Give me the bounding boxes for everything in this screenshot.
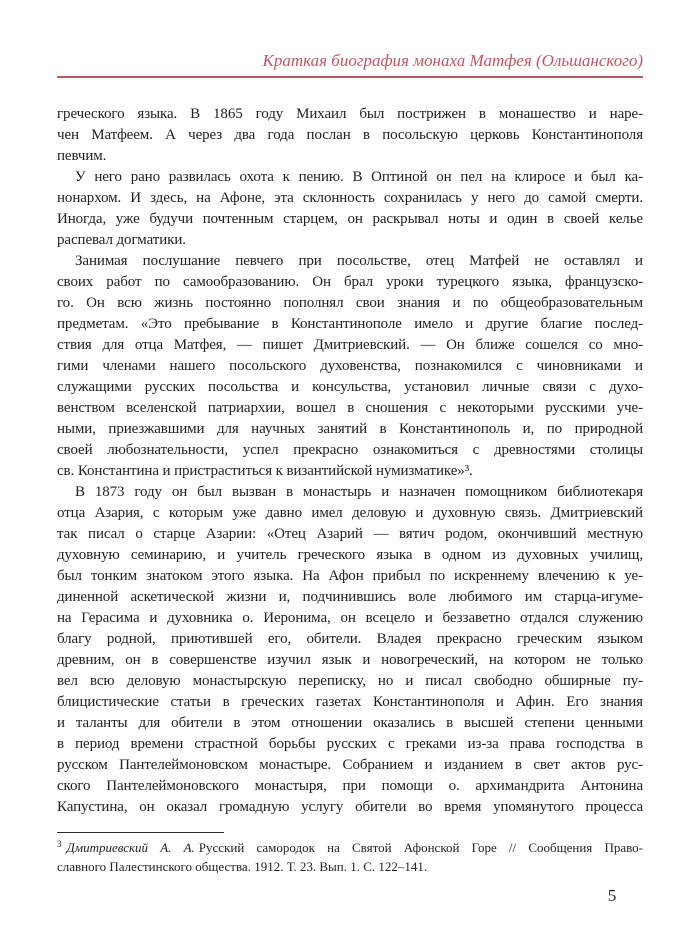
text-line: духовную семинарию, и учитель греческого языка в одном из духовных училищ,	[57, 547, 643, 563]
text-line: го. Он всю жизнь постоянно пополнял свои знания и по общеобразовательным	[57, 295, 643, 311]
text-line: нонархом. И здесь, на Афоне, эта склонность сохранилась у него до самой смерти.	[57, 190, 643, 206]
text-line: чен Матфеем. А через два года послан в посольскую церковь Константинополя	[57, 127, 643, 143]
text-line: Иногда, уже будучи почтенным старцем, он раскрывал ноты и один в своей келье	[57, 211, 643, 227]
running-header	[57, 50, 643, 72]
text-line: вел всю деловую монастырскую переписку, но и писал свободно обширные пу-	[57, 673, 643, 689]
text-line: ными, приезжавшими для научных занятий в Константинополь и, по природной	[57, 421, 643, 437]
text-line: своей любознательности, успел прекрасно ознакомиться с древностями столицы	[57, 442, 643, 458]
footnote-separator	[57, 832, 224, 833]
footnote-author: Дмитриевский А. А.	[66, 840, 195, 855]
footnote-line-2: славного Палестинского общества. 1912. Т. 23. Вып. 1. С. 122–141.	[57, 859, 428, 874]
text-line: своих работ по самообразованию. Он брал уроки турецкого языка, французско-	[57, 274, 643, 290]
text-line: венством вселенской патриархии, вошел в сношения с некоторыми русскими уче-	[57, 400, 643, 416]
text-line: в период времени страстной борьбы русских с греками из-за права господства в	[57, 736, 643, 752]
footnote-marker: 3	[57, 838, 62, 849]
footnote-reference-text: Русский самородок на Святой Афонской Горе // Сообщения Право-	[198, 840, 643, 855]
page-body	[57, 104, 643, 818]
chapter-title: Краткая биография монаха Матфея (Ольшанского)	[262, 51, 643, 70]
page-number: 5	[607, 886, 617, 905]
text-line: был тонким знатоком этого языка. На Афон прибыл по искреннему влечению к уе-	[57, 568, 643, 584]
footnote	[57, 838, 643, 876]
text-line: предметам. «Это пребывание в Константинополе имело и другие благие послед-	[57, 316, 643, 332]
text-line: В 1873 году он был вызван в монастырь и назначен помощником библиотекаря	[75, 484, 643, 500]
text-line: греческого языка. В 1865 году Михаил был пострижен в монашество и наре-	[57, 106, 643, 122]
header-rule	[57, 76, 643, 78]
text-line: на Герасима и духовника о. Иеронима, он всецело и беззаветно отдался служению	[57, 610, 643, 626]
text-line: блицистические статьи в греческих газетах Константинополя и Афин. Его знания	[57, 694, 643, 710]
text-line: св. Константина и пристраститься к византийской нумизматике»³.	[57, 463, 473, 479]
text-line: древним, он в совершенстве изучил язык и новогреческий, на котором не только	[57, 652, 643, 668]
text-line: распевал догматики.	[57, 232, 186, 248]
text-line: русском Пантелеймоновском монастыре. Собранием и изданием в свет актов рус-	[57, 757, 643, 773]
text-line: служащими русских посольства и консульства, установил личные связи с духо-	[57, 379, 643, 395]
text-line: диненной аскетической жизни и, подчинившись воле любимого им старца-игуме-	[57, 589, 643, 605]
footnote-line-1	[57, 838, 643, 857]
text-line: У него рано развилась охота к пению. В Оптиной он пел на клиросе и был ка-	[75, 169, 643, 185]
text-line: благу родной, приютившей его, обители. Владея прекрасно греческим языком	[57, 631, 643, 647]
text-line: певчим.	[57, 148, 107, 164]
text-line: гими членами нашего посольского духовенства, познакомился с чиновниками и	[57, 358, 643, 374]
text-line: Капустина, он оказал громадную услугу обители во время упомянутого процесса	[57, 799, 643, 815]
text-line: ствия для отца Матфея, — пишет Дмитриевский. — Он ближе сошелся со мно-	[57, 337, 643, 353]
text-line: и таланты для обители в этом отношении оказались в высшей степени ценными	[57, 715, 643, 731]
text-line: отца Азария, с которым уже давно имел деловую и духовную связь. Дмитриевский	[57, 505, 643, 521]
text-line: ского Пантелеймоновского монастыря, при помощи о. архимандрита Антонина	[57, 778, 643, 794]
text-line: так писал о старце Азарии: «Отец Азарий — вятич родом, окончивший местную	[57, 526, 643, 542]
text-line: Занимая послушание певчего при посольстве, отец Матфей не оставлял и	[75, 253, 643, 269]
